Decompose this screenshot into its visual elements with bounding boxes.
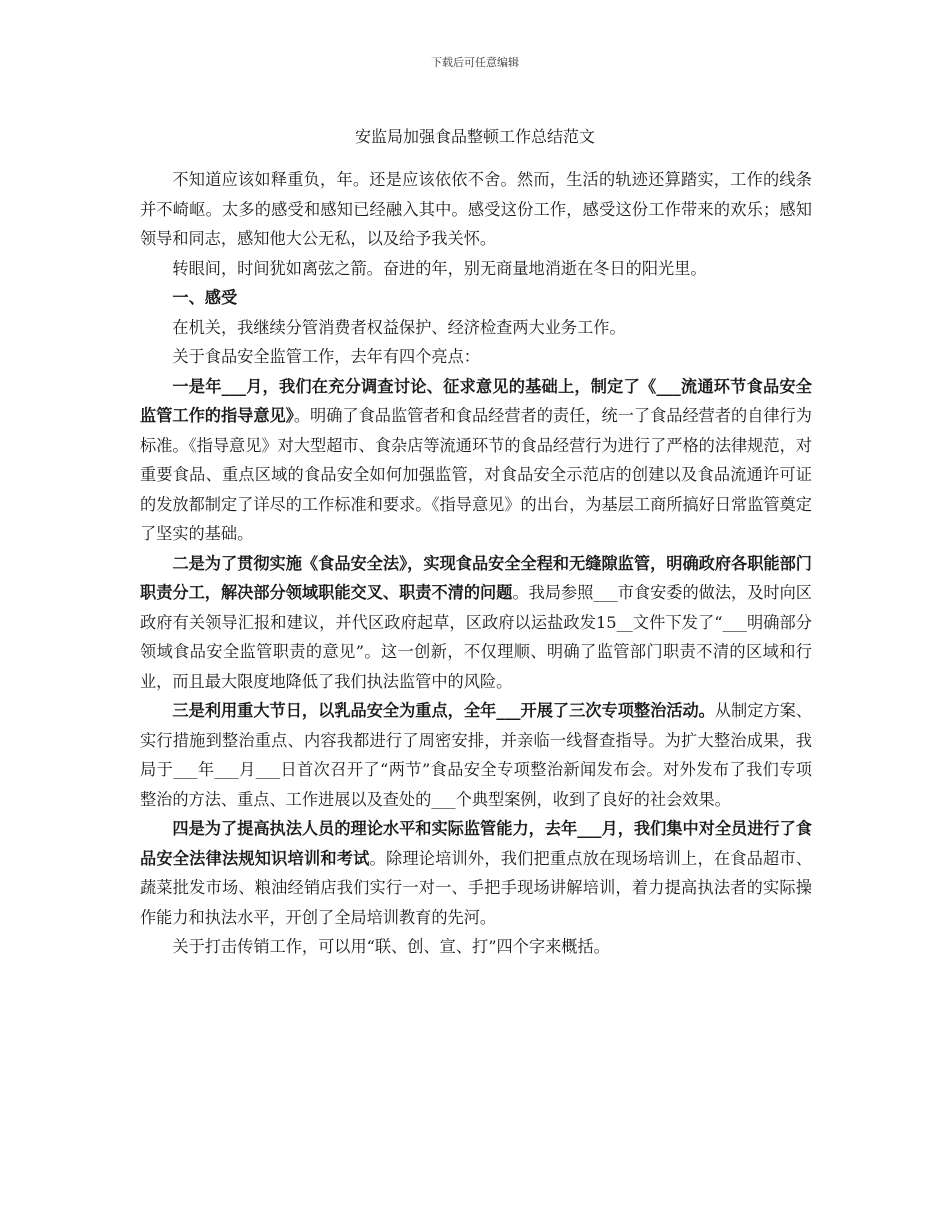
highlight-paragraph-2: 二是为了贯彻实施《食品安全法》，实现食品安全全程和无缝隙监管，明确政府各职能部门职责分工，解决部分领域职能交叉、职责不清的问题。我局参照___市食安委的做法，及时向区政府有关领导汇报和建议，并代区政府起草，区政府以运盐政发15__文件下发了“___明确部分领域食品安全监管职责的意见”。这一创新，不仅理顺、明确了监管部门职责不清的区域和行业，而且最大限度地降低了我们执法监管中的风险。 xyxy=(140,553,812,691)
paragraph: 关于打击传销工作，可以用“联、创、宣、打”四个字来概括。 xyxy=(172,937,610,956)
highlight-paragraph-3: 三是利用重大节日，以乳品安全为重点，全年___开展了三次专项整治活动。从制定方案、实行措施到整治重点、内容我都进行了周密安排，并亲临一线督查指导。为扩大整治成果，我局于___年___月___日首次召开了“两节”食品安全专项整治新闻发布会。对外发布了我们专项整治的方法、重点、工作进展以及查处的___个典型案例，收到了良好的社会效果。 xyxy=(140,701,813,809)
paragraph: 转眼间，时间犹如离弦之箭。奋进的年，别无商量地消逝在冬日的阳光里。 xyxy=(172,258,707,278)
highlight-paragraph-4: 四是为了提高执法人员的理论水平和实际监管能力，去年___月，我们集中对全员进行了食品安全法律法规知识培训和考试。除理论培训外，我们把重点放在现场培训上，在食品超市、蔬菜批发市场、粮油经销店我们实行一对一、手把手现场讲解培训，着力提高执法者的实际操作能力和执法水平，开创了全局培训教育的先河。 xyxy=(140,819,813,927)
paragraph: 在机关，我继续分管消费者权益保护、经济检查两大业务工作。 xyxy=(172,317,626,337)
page-header-note: 下载后可任意编辑 xyxy=(431,56,519,69)
document-body xyxy=(140,165,812,962)
highlight-paragraph-1: 一是年___月，我们在充分调查讨论、征求意见的基础上，制定了《___流通环节食品安全监管工作的指导意见》。明确了食品监管者和食品经营者的责任，统一了食品经营者的自律行为标准。《指导意见》对大型超市、食杂店等流通环节的食品经营行为进行了严格的法律规范，对重要食品、重点区域的食品安全如何加强监管，对食品安全示范店的创建以及食品流通许可证的发放都制定了详尽的工作标准和要求。《指导意见》的出台，为基层工商所搞好日常监管奠定了坚实的基础。 xyxy=(140,376,812,543)
paragraph: 关于食品安全监管工作，去年有四个亮点： xyxy=(172,347,480,366)
section-heading: 一、感受 xyxy=(172,288,238,307)
paragraph: 不知道应该如释重负，年。还是应该依依不舍。然而，生活的轨迹还算踏实，工作的线条并不崎岖。太多的感受和感知已经融入其中。感受这份工作，感受这份工作带来的欢乐；感知领导和同志，感知他大公无私，以及给予我关怀。 xyxy=(140,170,812,248)
document-title: 安监局加强食品整顿工作总结范文 xyxy=(354,127,595,146)
